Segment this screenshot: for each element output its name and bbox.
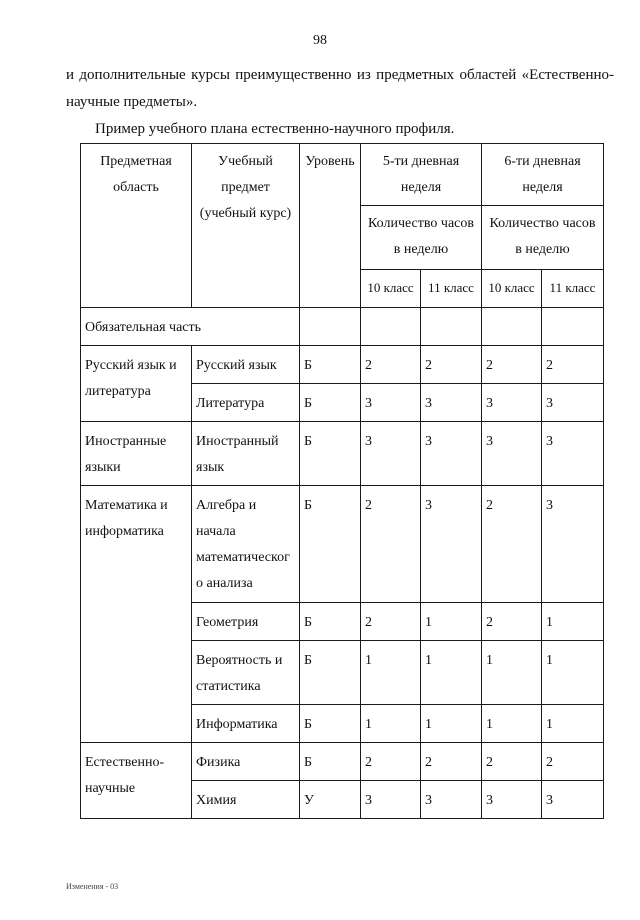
hours-cell: 1 — [361, 641, 421, 705]
hours-cell: 1 — [482, 641, 542, 705]
subject-cell: Литература — [192, 384, 300, 422]
header-grade-11-6: 11 класс — [542, 270, 604, 308]
hours-cell: 3 — [542, 781, 604, 819]
table-row — [81, 346, 604, 384]
hours-cell: 2 — [361, 486, 421, 603]
area-cell: Естественно-научные — [81, 743, 192, 819]
table-row — [81, 486, 604, 603]
hours-cell: 3 — [421, 384, 482, 422]
hours-cell: 1 — [542, 641, 604, 705]
table-row — [81, 422, 604, 486]
hours-cell: 2 — [361, 743, 421, 781]
hours-cell: 2 — [482, 603, 542, 641]
header-subject: Учебный предмет (учебный курс) — [192, 144, 300, 308]
hours-cell: 3 — [421, 781, 482, 819]
hours-cell: 2 — [482, 346, 542, 384]
level-cell: Б — [300, 346, 361, 384]
hours-cell: 2 — [421, 743, 482, 781]
section-mandatory: Обязательная часть — [81, 308, 300, 346]
header-6-day-week: 6-ти дневная неделя — [482, 144, 604, 206]
curriculum-table — [80, 143, 604, 819]
page-number: 98 — [313, 33, 327, 48]
header-hours-5: Количество часов в неделю — [361, 206, 482, 270]
header-hours-6: Количество часов в неделю — [482, 206, 604, 270]
area-cell: Русский язык и литература — [81, 346, 192, 422]
hours-cell: 3 — [482, 384, 542, 422]
hours-cell: 1 — [361, 705, 421, 743]
hours-cell: 1 — [542, 603, 604, 641]
hours-cell: 1 — [421, 603, 482, 641]
hours-cell: 3 — [482, 781, 542, 819]
level-cell: Б — [300, 384, 361, 422]
subject-cell: Геометрия — [192, 603, 300, 641]
hours-cell: 3 — [421, 422, 482, 486]
header-grade-10-6: 10 класс — [482, 270, 542, 308]
level-cell: Б — [300, 603, 361, 641]
hours-cell: 1 — [421, 705, 482, 743]
subject-cell: Физика — [192, 743, 300, 781]
hours-cell: 2 — [361, 603, 421, 641]
subject-cell: Вероятность и статистика — [192, 641, 300, 705]
hours-cell: 3 — [361, 384, 421, 422]
header-grade-11-5: 11 класс — [421, 270, 482, 308]
section-row — [81, 308, 604, 346]
table-row — [81, 743, 604, 781]
hours-cell: 2 — [421, 346, 482, 384]
header-subject-area: Предметная область — [81, 144, 192, 308]
area-cell: Математика и информатика — [81, 486, 192, 743]
hours-cell: 1 — [482, 705, 542, 743]
subject-cell: Русский язык — [192, 346, 300, 384]
hours-cell: 1 — [421, 641, 482, 705]
level-cell: У — [300, 781, 361, 819]
level-cell: Б — [300, 641, 361, 705]
header-row — [81, 144, 604, 206]
level-cell: Б — [300, 705, 361, 743]
subject-cell: Информатика — [192, 705, 300, 743]
area-cell: Иностранные языки — [81, 422, 192, 486]
subject-cell: Иностранный язык — [192, 422, 300, 486]
hours-cell: 3 — [482, 422, 542, 486]
hours-cell: 2 — [542, 743, 604, 781]
level-cell: Б — [300, 422, 361, 486]
hours-cell: 3 — [542, 422, 604, 486]
hours-cell: 3 — [542, 384, 604, 422]
subject-cell: Алгебра и начала математическог о анализа — [192, 486, 300, 603]
table-caption: Пример учебного плана естественно-научного профиля. — [95, 121, 455, 137]
header-level: Уровень — [300, 144, 361, 308]
hours-cell: 3 — [421, 486, 482, 603]
hours-cell: 2 — [542, 346, 604, 384]
subject-cell: Химия — [192, 781, 300, 819]
hours-cell: 1 — [542, 705, 604, 743]
hours-cell: 3 — [542, 486, 604, 603]
header-grade-10-5: 10 класс — [361, 270, 421, 308]
hours-cell: 2 — [482, 486, 542, 603]
intro-paragraph: и дополнительные курсы преимущественно из предметных областей «Естественно-научные предметы». — [66, 67, 614, 110]
hours-cell: 2 — [482, 743, 542, 781]
footer-revision: Изменения - 03 — [66, 882, 119, 891]
hours-cell: 2 — [361, 346, 421, 384]
level-cell: Б — [300, 486, 361, 603]
header-5-day-week: 5-ти дневная неделя — [361, 144, 482, 206]
level-cell: Б — [300, 743, 361, 781]
hours-cell: 3 — [361, 422, 421, 486]
hours-cell: 3 — [361, 781, 421, 819]
